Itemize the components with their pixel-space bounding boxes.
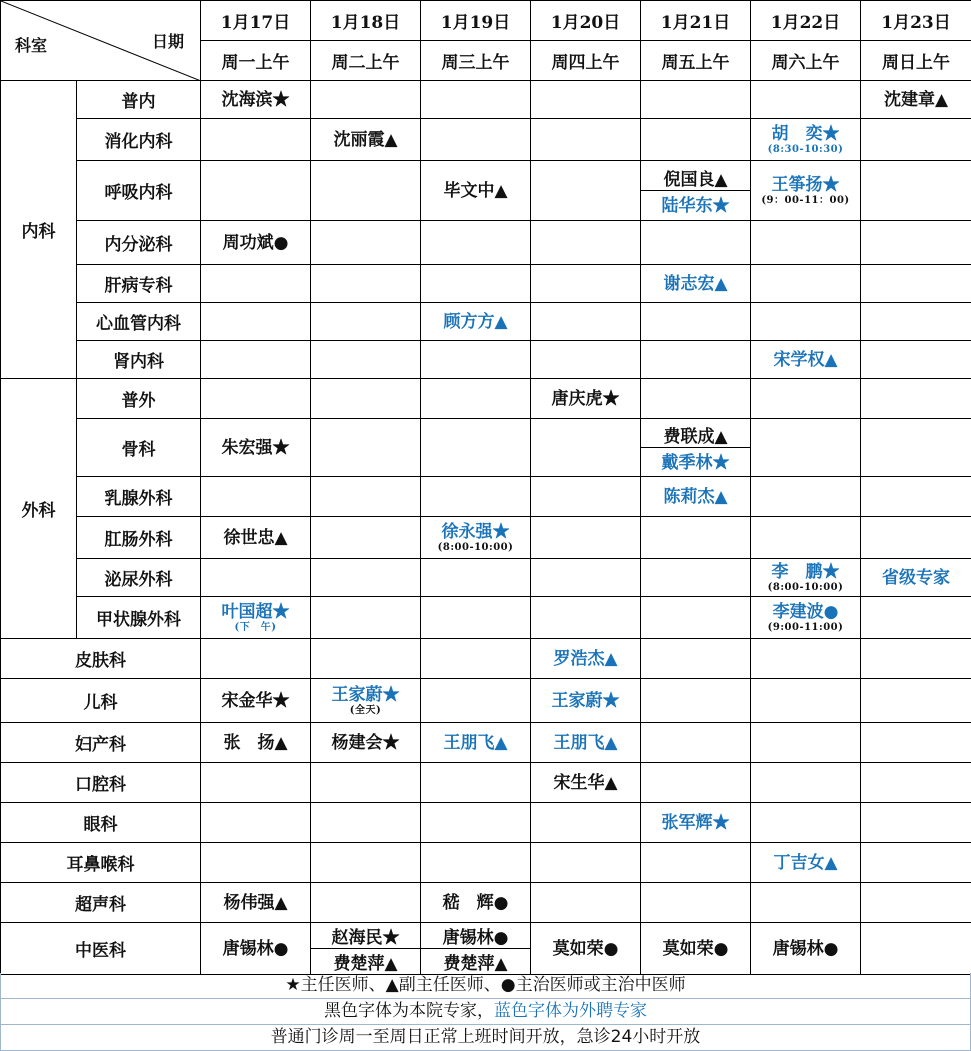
schedule-cell (531, 723, 641, 763)
header-weekday: 周四上午 (531, 41, 641, 81)
doctor-name: 李 鹏★ (751, 562, 860, 582)
header-date: 1月19日 (421, 1, 531, 41)
schedule-cell (421, 639, 531, 679)
schedule-cell (421, 221, 531, 265)
schedule-cell (751, 597, 861, 639)
subdept-name: 内分泌科 (77, 221, 201, 265)
doctor-name: 莫如荣● (531, 939, 640, 959)
schedule-cell (861, 723, 971, 763)
header-date: 1月21日 (641, 1, 751, 41)
schedule-cell (641, 477, 751, 517)
schedule-cell (421, 597, 531, 639)
doctor-name: 莫如荣● (641, 939, 750, 959)
schedule-cell (751, 303, 861, 341)
header-weekday: 周三上午 (421, 41, 531, 81)
doctor-name: 胡 奕★ (751, 124, 860, 144)
schedule-cell (861, 303, 971, 341)
schedule-cell (311, 265, 421, 303)
schedule-cell (861, 419, 971, 477)
schedule-cell (311, 923, 421, 975)
corner-date-label: 日期 (152, 29, 184, 52)
schedule-cell (751, 723, 861, 763)
schedule-cell (751, 639, 861, 679)
schedule-cell (311, 883, 421, 923)
dept-surgery: 外科 (1, 379, 77, 639)
schedule-cell (201, 923, 311, 975)
doctor-name: 赵海民★ (311, 923, 420, 949)
schedule-cell (861, 679, 971, 723)
doctor-name: 杨建会★ (311, 733, 420, 753)
subdept-name: 心血管内科 (77, 303, 201, 341)
doctor-name: 杨伟强▲ (201, 893, 310, 913)
doctor-name: 张军辉★ (641, 813, 750, 833)
schedule-cell (201, 517, 311, 559)
schedule-cell (641, 639, 751, 679)
schedule-cell (421, 161, 531, 221)
subdept-name: 肝病专科 (77, 265, 201, 303)
doctor-name: 费楚萍▲ (421, 949, 530, 974)
doctor-name: 王家蔚★ (311, 685, 420, 705)
schedule-cell (641, 161, 751, 221)
doctor-name: 毕文中▲ (421, 181, 530, 201)
schedule-cell (751, 679, 861, 723)
schedule-cell (201, 119, 311, 161)
dept-name: 皮肤科 (1, 639, 201, 679)
schedule-cell (641, 597, 751, 639)
schedule-cell (201, 723, 311, 763)
header-corner (1, 1, 201, 81)
schedule-cell (421, 517, 531, 559)
schedule-cell (531, 419, 641, 477)
schedule-cell (531, 341, 641, 379)
schedule-cell (201, 597, 311, 639)
schedule-cell (201, 379, 311, 419)
doctor-name: 罗浩杰▲ (531, 649, 640, 669)
schedule-cell (751, 221, 861, 265)
header-date: 1月20日 (531, 1, 641, 41)
schedule-cell (201, 221, 311, 265)
schedule-cell (641, 803, 751, 843)
schedule-cell (531, 679, 641, 723)
doctor-name: 徐永强★ (421, 522, 530, 542)
doctor-name: 朱宏强★ (201, 438, 310, 458)
doctor-name: 沈建章▲ (861, 90, 971, 110)
dept-name: 耳鼻喉科 (1, 843, 201, 883)
schedule-cell (641, 303, 751, 341)
schedule-cell (531, 379, 641, 419)
schedule-cell (751, 923, 861, 975)
schedule-cell (531, 517, 641, 559)
schedule-cell (641, 923, 751, 975)
schedule-cell (421, 303, 531, 341)
doctor-name: 李建波● (751, 602, 860, 622)
header-date: 1月23日 (861, 1, 971, 41)
schedule-cell (421, 843, 531, 883)
schedule-cell (201, 303, 311, 341)
schedule-cell (201, 419, 311, 477)
schedule-cell (641, 379, 751, 419)
schedule-cell (641, 517, 751, 559)
dept-name: 口腔科 (1, 763, 201, 803)
subdept-name: 肛肠外科 (77, 517, 201, 559)
schedule-cell (201, 639, 311, 679)
schedule-cell (201, 341, 311, 379)
schedule-cell (641, 559, 751, 597)
schedule-cell (201, 763, 311, 803)
schedule-cell (861, 265, 971, 303)
schedule-cell (861, 559, 971, 597)
schedule-cell (861, 477, 971, 517)
doctor-name: 叶国超★ (201, 602, 310, 622)
schedule-cell (311, 517, 421, 559)
schedule-cell (311, 477, 421, 517)
schedule-cell (641, 119, 751, 161)
time-note: (9：00-11：00) (751, 195, 860, 207)
schedule-cell (641, 221, 751, 265)
schedule-cell (201, 883, 311, 923)
schedule-cell (861, 763, 971, 803)
legend-line-3: 普通门诊周一至周日正常上班时间开放，急诊24小时开放 (271, 1027, 701, 1047)
schedule-cell (751, 803, 861, 843)
doctor-name: 谢志宏▲ (641, 274, 750, 294)
header-weekday: 周五上午 (641, 41, 751, 81)
doctor-name: 嵇 辉● (421, 893, 530, 913)
schedule-cell (751, 265, 861, 303)
doctor-name: 陆华东★ (641, 191, 750, 216)
schedule-cell (861, 161, 971, 221)
time-note: (全天) (311, 705, 420, 717)
schedule-cell (421, 679, 531, 723)
header-date: 1月17日 (201, 1, 311, 41)
doctor-name: 丁吉女▲ (751, 853, 860, 873)
subdept-name: 肾内科 (77, 341, 201, 379)
schedule-cell (751, 341, 861, 379)
doctor-name: 宋金华★ (201, 691, 310, 711)
schedule-cell (421, 723, 531, 763)
schedule-cell (201, 679, 311, 723)
subdept-name: 甲状腺外科 (77, 597, 201, 639)
doctor-name: 周功斌● (201, 233, 310, 253)
doctor-name: 唐庆虎★ (531, 389, 640, 409)
schedule-cell (311, 723, 421, 763)
subdept-name: 普内 (77, 81, 201, 119)
header-weekday: 周二上午 (311, 41, 421, 81)
doctor-name: 王朋飞▲ (531, 733, 640, 753)
schedule-cell (861, 119, 971, 161)
schedule-cell (751, 161, 861, 221)
schedule-cell (531, 883, 641, 923)
schedule-cell (311, 679, 421, 723)
schedule-cell (311, 559, 421, 597)
schedule-cell (311, 119, 421, 161)
schedule-cell (421, 379, 531, 419)
dept-name: 中医科 (1, 923, 201, 975)
time-note: (8:00-10:00) (751, 582, 860, 594)
doctor-name: 唐锡林● (201, 939, 310, 959)
doctor-name: 费楚萍▲ (311, 949, 420, 974)
schedule-cell (751, 477, 861, 517)
doctor-name: 唐锡林● (421, 923, 530, 949)
schedule-cell (421, 559, 531, 597)
schedule-cell (421, 341, 531, 379)
doctor-name: 王朋飞▲ (421, 733, 530, 753)
header-date: 1月18日 (311, 1, 421, 41)
subdept-name: 呼吸内科 (77, 161, 201, 221)
time-note: (9:00-11:00) (751, 622, 860, 634)
schedule-cell (641, 883, 751, 923)
legend-hours-note (0, 1025, 971, 1051)
schedule-cell (641, 81, 751, 119)
legend-line-1: ★主任医师、▲副主任医师、●主治医师或主治中医师 (285, 975, 685, 995)
schedule-cell (531, 923, 641, 975)
subdept-name: 消化内科 (77, 119, 201, 161)
doctor-name: 陈莉杰▲ (641, 487, 750, 507)
schedule-cell (751, 843, 861, 883)
schedule-cell (531, 803, 641, 843)
doctor-name: 宋学权▲ (751, 350, 860, 370)
dept-name: 眼科 (1, 803, 201, 843)
schedule-cell (751, 419, 861, 477)
schedule-cell (531, 221, 641, 265)
doctor-name: 沈丽霞▲ (311, 130, 420, 150)
schedule-cell (641, 763, 751, 803)
doctor-name: 徐世忠▲ (201, 528, 310, 548)
schedule-cell (311, 419, 421, 477)
schedule-cell (751, 517, 861, 559)
schedule-cell (311, 763, 421, 803)
schedule-cell (751, 883, 861, 923)
doctor-name: 倪国良▲ (641, 165, 750, 191)
dept-name: 儿科 (1, 679, 201, 723)
doctor-name: 费联成▲ (641, 422, 750, 448)
header-weekday: 周日上午 (861, 41, 971, 81)
schedule-cell (531, 763, 641, 803)
schedule-cell (311, 379, 421, 419)
doctor-name: 唐锡林● (751, 939, 860, 959)
schedule-cell (201, 477, 311, 517)
schedule-cell (531, 303, 641, 341)
subdept-name: 普外 (77, 379, 201, 419)
schedule-cell (421, 763, 531, 803)
schedule-cell (751, 763, 861, 803)
schedule-cell (861, 341, 971, 379)
schedule-cell (531, 161, 641, 221)
schedule-cell (861, 597, 971, 639)
schedule-cell (641, 419, 751, 477)
legend-color-key (0, 999, 971, 1025)
doctor-name: 省级专家 (861, 568, 971, 588)
schedule-cell (861, 883, 971, 923)
time-note: (下 午) (201, 622, 310, 634)
schedule-cell (201, 803, 311, 843)
schedule-cell (201, 265, 311, 303)
subdept-name: 骨科 (77, 419, 201, 477)
schedule-cell (861, 221, 971, 265)
header-weekday: 周一上午 (201, 41, 311, 81)
doctor-name: 沈海滨★ (201, 90, 310, 110)
doctor-name: 戴季林★ (641, 448, 750, 473)
schedule-cell (861, 81, 971, 119)
schedule-cell (311, 639, 421, 679)
schedule-cell (531, 477, 641, 517)
schedule-cell (531, 119, 641, 161)
legend-black-text: 黑色字体为本院专家， (324, 1001, 494, 1021)
doctor-name: 宋生华▲ (531, 773, 640, 793)
time-note: (8:30-10:30) (751, 144, 860, 156)
schedule-cell (641, 265, 751, 303)
subdept-name: 乳腺外科 (77, 477, 201, 517)
schedule-cell (531, 597, 641, 639)
schedule-cell (751, 379, 861, 419)
schedule-cell (531, 559, 641, 597)
schedule-cell (311, 221, 421, 265)
schedule-cell (861, 517, 971, 559)
dept-internal: 内科 (1, 81, 77, 379)
schedule-cell (311, 803, 421, 843)
schedule-cell (641, 843, 751, 883)
doctor-name: 张 扬▲ (201, 733, 310, 753)
schedule-cell (641, 723, 751, 763)
schedule-cell (311, 303, 421, 341)
dept-name: 超声科 (1, 883, 201, 923)
schedule-cell (421, 803, 531, 843)
header-date: 1月22日 (751, 1, 861, 41)
schedule-cell (421, 883, 531, 923)
doctor-name: 顾方方▲ (421, 312, 530, 332)
schedule-cell (421, 477, 531, 517)
schedule-cell (311, 843, 421, 883)
corner-dept-label: 科室 (15, 33, 47, 56)
schedule-cell (861, 379, 971, 419)
header-weekday: 周六上午 (751, 41, 861, 81)
doctor-name: 王家蔚★ (531, 691, 640, 711)
schedule-cell (641, 679, 751, 723)
schedule-cell (531, 265, 641, 303)
schedule-cell (751, 119, 861, 161)
schedule-cell (531, 81, 641, 119)
legend-title-key (0, 973, 971, 999)
schedule-cell (421, 923, 531, 975)
schedule-cell (861, 843, 971, 883)
schedule-cell (201, 161, 311, 221)
schedule-cell (311, 597, 421, 639)
schedule-cell (421, 119, 531, 161)
subdept-name: 泌尿外科 (77, 559, 201, 597)
schedule-cell (311, 81, 421, 119)
schedule-cell (201, 81, 311, 119)
schedule-cell (201, 843, 311, 883)
dept-name: 妇产科 (1, 723, 201, 763)
schedule-cell (311, 341, 421, 379)
legend-blue-text: 蓝色字体为外聘专家 (494, 1001, 647, 1021)
schedule-cell (311, 161, 421, 221)
schedule-cell (751, 559, 861, 597)
doctor-name: 王筝扬★ (751, 175, 860, 195)
schedule-cell (531, 843, 641, 883)
schedule-cell (531, 639, 641, 679)
schedule-cell (421, 265, 531, 303)
schedule-cell (861, 803, 971, 843)
schedule-cell (861, 639, 971, 679)
schedule-cell (421, 419, 531, 477)
schedule-cell (421, 81, 531, 119)
schedule-cell (751, 81, 861, 119)
schedule-cell (641, 341, 751, 379)
time-note: (8:00-10:00) (421, 542, 530, 554)
schedule-cell (201, 559, 311, 597)
schedule-cell (861, 923, 971, 975)
